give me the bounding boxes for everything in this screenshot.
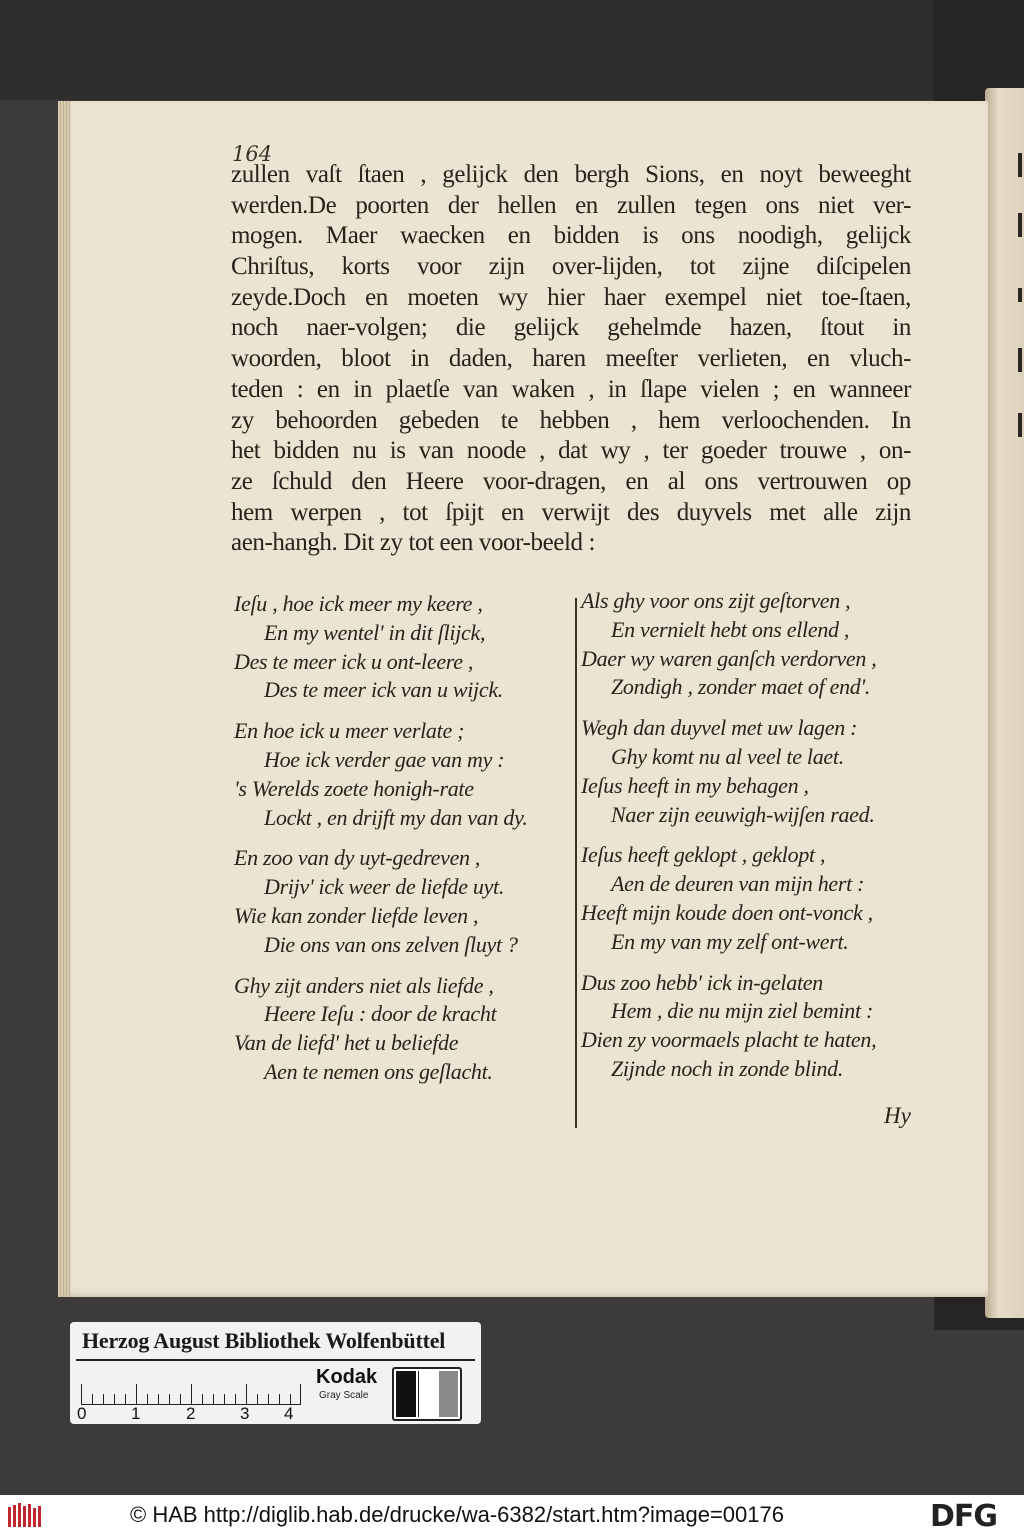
verse-line: Drijv' ick weer de liefde uyt. xyxy=(264,874,505,900)
verse-line: 's Werelds zoete honigh-rate xyxy=(234,775,474,801)
verse-line: Wegh dan duyvel met uw lagen : xyxy=(581,715,858,741)
verse-line: Ghy zijt anders niet als liefde , xyxy=(234,972,494,998)
prose-line: aen-hangh. Dit zy tot een voor-beeld : xyxy=(231,529,596,557)
verse-line: Heeft mijn koude doen ont-vonck , xyxy=(581,899,873,925)
verse-line: Dus zoo hebb' ick in-gelaten xyxy=(581,969,823,995)
verse-line: Ieſus heeft in my behagen , xyxy=(581,772,809,798)
stanza xyxy=(581,714,921,829)
prose-line: ze ſchuld den Heere voor-dragen, en al ons vertrouwen op xyxy=(231,467,911,495)
scale-number: 4 xyxy=(284,1404,294,1423)
verse-line: Als ghy voor ons zijt geſtorven , xyxy=(581,588,851,613)
prose-line: zeyde.Doch en moeten wy hier haer exempel niet toe-ſtaen, xyxy=(231,283,911,311)
verse-line: Aen te nemen ons geſlacht. xyxy=(264,1058,493,1084)
poem-column-left xyxy=(234,590,574,1099)
verse-line: En zoo van dy uyt-gedreven , xyxy=(234,845,481,871)
verse-line: Ieſu , hoe ick meer my keere , xyxy=(234,591,483,616)
prose-line: woorden, bloot in daden, haren meeſter verlieten, en vluch- xyxy=(231,345,911,373)
stanza xyxy=(581,587,921,702)
scan-background-top xyxy=(0,0,1024,100)
source-link[interactable]: © HAB http://diglib.hab.de/drucke/wa-6382/start.htm?image=00176 xyxy=(130,1502,784,1527)
prose-line: het bidden nu is van noode , dat wy , ter goeder trouwe , on- xyxy=(231,437,911,465)
verse-line: Zondigh , zonder maet of end'. xyxy=(611,674,871,700)
stanza xyxy=(234,972,574,1087)
verse-line: Die ons van ons zelven ſluyt ? xyxy=(264,931,518,957)
scale-number: 3 xyxy=(240,1404,250,1423)
verse-line: Naer zijn eeuwigh-wijſen raed. xyxy=(611,801,875,827)
stanza xyxy=(234,590,574,705)
stanza xyxy=(234,717,574,832)
hab-logo-icon xyxy=(8,1503,44,1529)
prose-block xyxy=(231,160,911,559)
poem-column-right xyxy=(581,587,921,1096)
column-rule xyxy=(575,598,577,1128)
verse-line: Ghy komt nu al veel te laet. xyxy=(611,743,844,769)
verse-line: En my wentel' in dit ſlijck, xyxy=(264,619,486,645)
calibration-card xyxy=(70,1322,481,1424)
stanza xyxy=(581,841,921,956)
prose-line: noch naer-volgen; die gelijck gehelmde hazen, ſtout in xyxy=(231,314,911,342)
page-edges xyxy=(58,101,70,1297)
kodak-logo: Kodak xyxy=(316,1366,378,1388)
verse-line: Zijnde noch in zonde blind. xyxy=(611,1055,844,1081)
verse-line: Hem , die nu mijn ziel bemint : xyxy=(611,998,873,1024)
footer-bar xyxy=(0,1495,1024,1537)
prose-line: mogen. Maer waecken en bidden is ons noodigh, gelijck xyxy=(231,222,911,250)
dfg-logo: DFG xyxy=(930,1499,998,1534)
verse-line: En hoe ick u meer verlate ; xyxy=(234,718,465,744)
verse-line: Hoe ick verder gae van my : xyxy=(264,746,505,772)
prose-line: hem werpen , tot ſpijt en verwijt des duyvels met alle zijn xyxy=(231,498,911,526)
verse-line: Daer wy waren ganſch verdorven , xyxy=(581,645,877,671)
stanza xyxy=(234,844,574,959)
scale-ruler xyxy=(81,1368,301,1405)
scale-number: 0 xyxy=(77,1404,87,1423)
catchword: Hy xyxy=(884,1103,911,1128)
prose-line: Chriſtus, korts voor zijn over-lijden, tot zijne diſcipelen xyxy=(231,253,911,281)
verse-line: Des te meer ick van u wijck. xyxy=(264,677,504,703)
verse-line: En my van my zelf ont-wert. xyxy=(611,928,849,954)
prose-line: zy behoorden gebeden te hebben , hem verloochenden. In xyxy=(231,406,911,434)
verse-line: Wie kan zonder liefde leven , xyxy=(234,902,479,928)
card-divider xyxy=(76,1359,475,1361)
verse-line: Des te meer ick u ont-leere , xyxy=(234,648,474,674)
page-number: 164 xyxy=(232,142,273,166)
prose-line: zullen vaſt ſtaen , gelijck den bergh Sions, en noyt beweeght xyxy=(231,161,911,188)
verse-line: Van de liefd' het u beliefde xyxy=(234,1030,459,1056)
verse-line: En vernielt hebt ons ellend , xyxy=(611,616,850,642)
verse-line: Heere Ieſu : door de kracht xyxy=(264,1001,497,1027)
library-name: Herzog August Bibliothek Wolfenbüttel xyxy=(82,1328,446,1353)
verse-line: Ieſus heeft geklopt , geklopt , xyxy=(581,842,826,868)
scale-number: 1 xyxy=(131,1404,141,1423)
prose-line: teden : en in plaetſe van waken , in ſlape vielen ; en wanneer xyxy=(231,375,911,403)
verse-line: Lockt , en drijft my dan van dy. xyxy=(264,804,528,830)
verse-line: Dien zy voormaels placht te haten, xyxy=(581,1027,877,1053)
scale-number: 2 xyxy=(186,1404,196,1423)
stanza xyxy=(581,969,921,1084)
gray-swatches xyxy=(392,1367,462,1421)
verse-line: Aen de deuren van mijn hert : xyxy=(611,871,865,897)
next-page-edge xyxy=(985,88,1024,1318)
gray-scale-label: Gray Scale xyxy=(319,1390,369,1401)
prose-line: werden.De poorten der hellen en zullen tegen ons niet ver- xyxy=(231,191,911,219)
